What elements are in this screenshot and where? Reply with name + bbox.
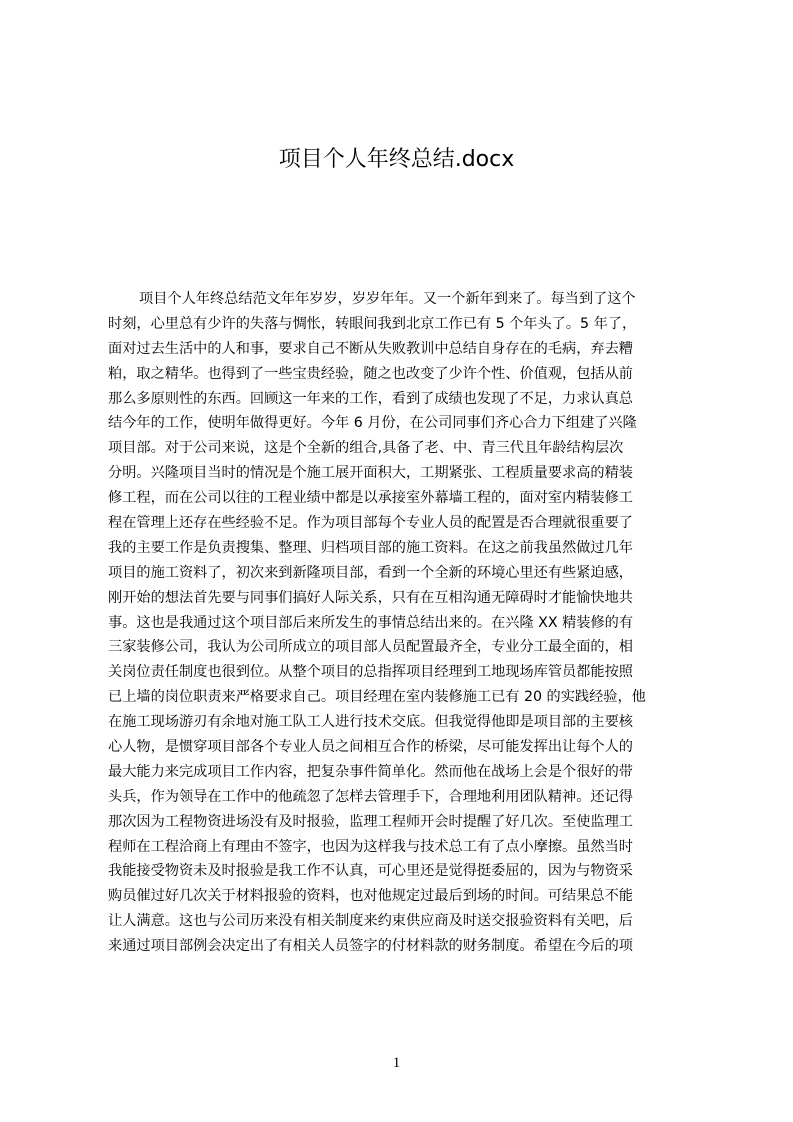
text-line: 我能接受物资未及时报验是我工作不认真，可心里还是觉得挺委屈的，因为与物资采 <box>108 863 633 880</box>
text-line: 事。这也是我通过这个项目部后来所发生的事情总结出来的。在兴隆 XX 精装修的有 <box>108 614 634 631</box>
text-line: 时刻，心里总有少许的失落与惆怅，转眼间我到北京工作已有 5 个年头了。5 年了， <box>108 315 637 332</box>
text-line: 项目的施工资料了，初次来到新隆项目部，看到一个全新的环境心里还有些紧迫感， <box>108 564 633 581</box>
page-number: 1 <box>392 1055 401 1071</box>
text-line: 在施工现场游刃有余地对施工队工人进行技术交底。但我觉得他即是项目部的主要核 <box>108 714 633 731</box>
text-line: 结今年的工作，使明年做得更好。今年 6 月份，在公司同事们齐心合力下组建了兴隆 <box>108 415 637 432</box>
text-line: 来通过项目部例会决定出了有相关人员签字的付材料款的财务制度。希望在今后的项 <box>108 938 633 955</box>
text-line: 分明。兴隆项目当时的情况是个施工展开面积大，工期紧张、工程质量要求高的精装 <box>108 465 633 482</box>
text-line: 让人满意。这也与公司历来没有相关制度来约束供应商及时送交报验资料有关吧，后 <box>108 913 633 930</box>
text-line: 程在管理上还存在些经验不足。作为项目部每个专业人员的配置是否合理就很重要了 <box>108 515 633 532</box>
text-line: 那次因为工程物资进场没有及时报验，监理工程师开会时提醒了好几次。至使监理工 <box>108 813 633 830</box>
text-line: 项目个人年终总结范文年年岁岁，岁岁年年。又一个新年到来了。每当到了这个 <box>139 291 636 307</box>
text-line: 修工程，而在公司以往的工程业绩中都是以承接室外幕墙工程的，面对室内精装修工 <box>108 490 633 507</box>
text-line: 刚开始的想法首先要与同事们搞好人际关系，只有在互相沟通无障碍时才能愉快地共 <box>108 589 633 606</box>
text-line: 心人物，是惯穿项目部各个专业人员之间相互合作的桥梁，尽可能发挥出让每个人的 <box>108 739 633 756</box>
text-line: 项目部。对于公司来说，这是个全新的组合,具备了老、中、青三代且年龄结构层次 <box>108 440 624 457</box>
document-body <box>108 287 698 959</box>
text-line: 我的主要工作是负责搜集、整理、归档项目部的施工资料。在这之前我虽然做过几年 <box>108 539 633 556</box>
text-line: 程师在工程洽商上有理由不签字，也因为这样我与技术总工有了点小摩擦。虽然当时 <box>108 838 633 855</box>
text-line: 关岗位责任制度也很到位。从整个项目的总指挥项目经理到工地现场库管员都能按照 <box>108 664 633 681</box>
text-line: 面对过去生活中的人和事，要求自己不断从失败教训中总结自身存在的毛病，弃去糟 <box>108 340 633 357</box>
text-line: 最大能力来完成项目工作内容，把复杂事件简单化。然而他在战场上会是个很好的带 <box>108 763 633 780</box>
text-line: 已上墙的岗位职责来严格要求自己。项目经理在室内装修施工已有 20 的实践经验，他 <box>108 689 646 706</box>
document-title: 项目个人年终总结.docx <box>278 147 515 172</box>
text-line: 三家装修公司，我认为公司所成立的项目部人员配置最齐全，专业分工最全面的，相 <box>108 639 633 656</box>
text-line: 购员催过好几次关于材料报验的资料，也对他规定过最后到场的时间。可结果总不能 <box>108 888 633 905</box>
text-line: 粕，取之精华。也得到了一些宝贵经验，随之也改变了少许个性、价值观，包括从前 <box>108 365 633 382</box>
text-line: 那么多原则性的东西。回顾这一年来的工作，看到了成绩也发现了不足，力求认真总 <box>108 390 633 407</box>
text-line: 头兵，作为领导在工作中的他疏忽了怎样去管理手下，合理地利用团队精神。还记得 <box>108 788 633 805</box>
